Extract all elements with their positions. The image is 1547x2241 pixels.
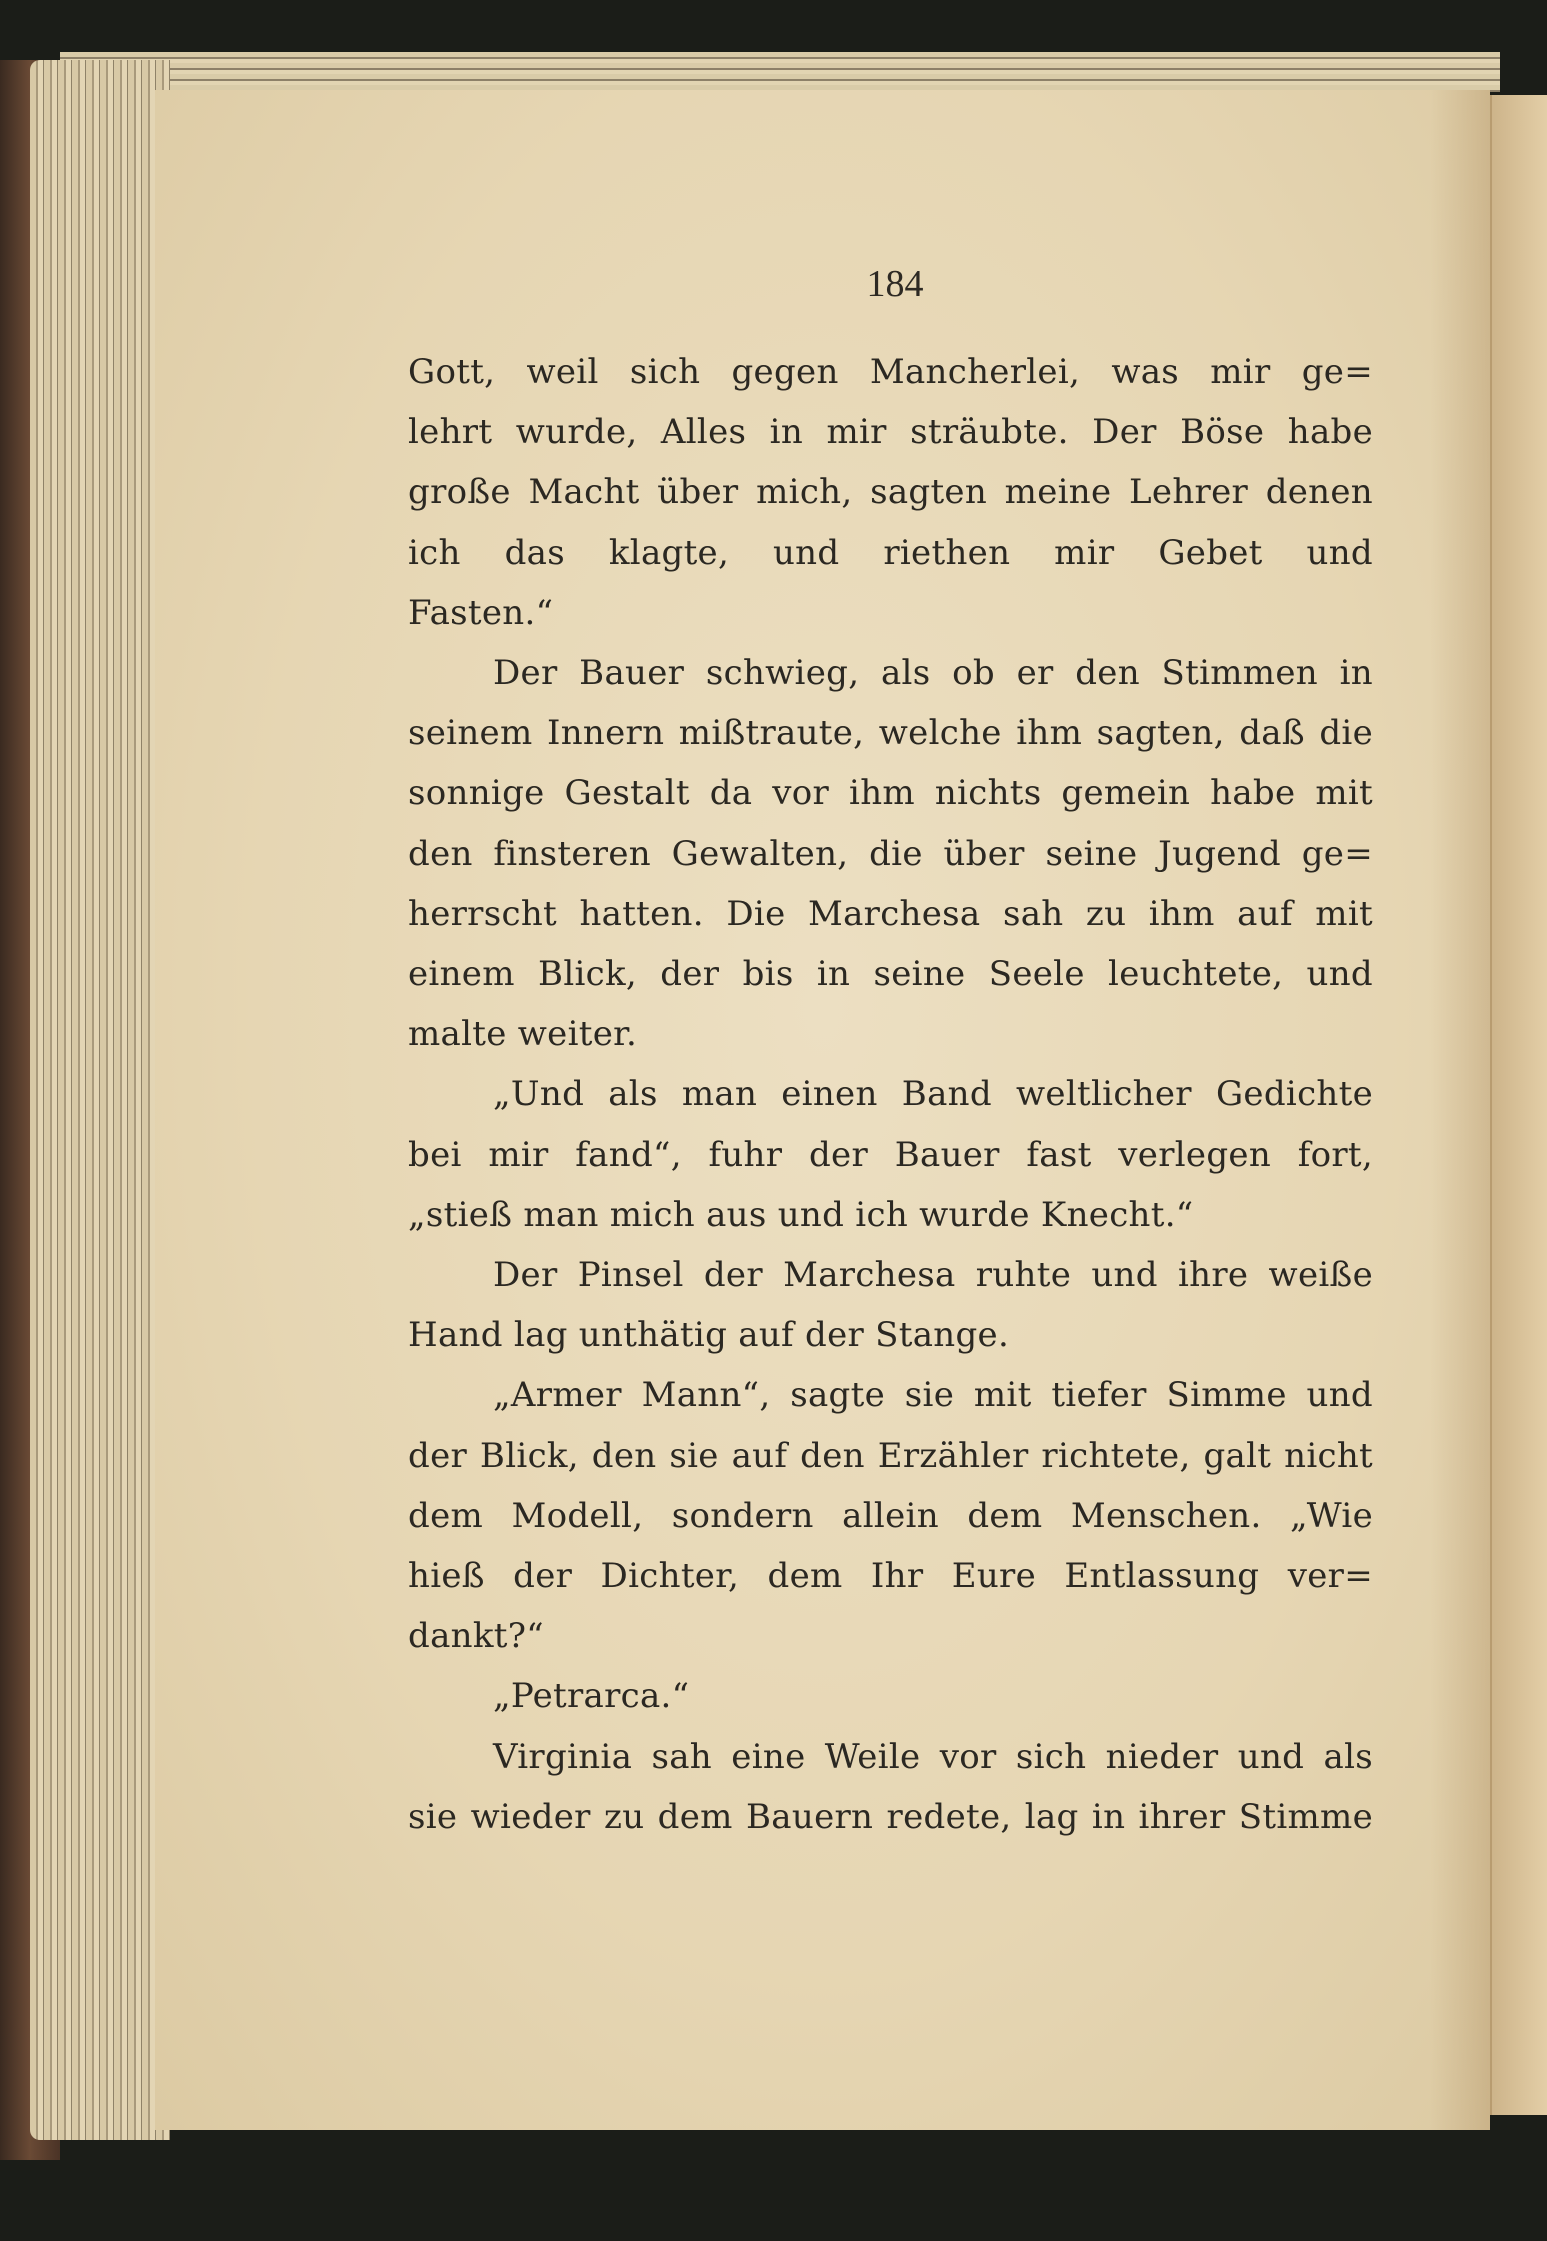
text-line: malte weiter. bbox=[408, 1014, 638, 1055]
text-line: Gott, weil sich gegen Mancherlei, was mir ge= bbox=[408, 352, 1373, 392]
text-line: bei mir fand“, fuhr der Bauer fast verlegen fort, bbox=[408, 1134, 1373, 1175]
text-line: dankt?“ bbox=[408, 1616, 544, 1657]
text-line: herrscht hatten. Die Marchesa sah zu ihm auf mit bbox=[408, 893, 1373, 934]
page-gutter-shadow bbox=[1430, 90, 1490, 2130]
text-line: sonnige Gestalt da vor ihm nichts gemein habe mit bbox=[408, 773, 1373, 814]
text-line: ich das klagte, und riethen mir Gebet und bbox=[408, 532, 1373, 573]
text-line: Fasten.“ bbox=[408, 592, 554, 633]
text-line: sie wieder zu dem Bauern redete, lag in ihrer Stimme bbox=[408, 1796, 1373, 1837]
text-line: dem Modell, sondern allein dem Menschen. „Wie bbox=[408, 1495, 1373, 1536]
text-line: „stieß man mich aus und ich wurde Knecht.“ bbox=[408, 1194, 1194, 1235]
facing-page-edge bbox=[1490, 95, 1547, 2115]
text-line: Der Pinsel der Marchesa ruhte und ihre weiße bbox=[493, 1255, 1373, 1295]
text-line: einem Blick, der bis in seine Seele leuchtete, und bbox=[408, 954, 1373, 994]
text-line: Der Bauer schwieg, als ob er den Stimmen in bbox=[493, 653, 1373, 693]
text-line: den finsteren Gewalten, die über seine Jugend ge= bbox=[408, 833, 1373, 874]
text-line: seinem Innern mißtraute, welche ihm sagten, daß die bbox=[408, 713, 1373, 754]
text-line: Virginia sah eine Weile vor sich nieder und als bbox=[493, 1736, 1373, 1777]
text-line: „Und als man einen Band weltlicher Gedichte bbox=[493, 1074, 1373, 1115]
text-line: hieß der Dichter, dem Ihr Eure Entlassung ver= bbox=[408, 1556, 1373, 1596]
text-line: große Macht über mich, sagten meine Lehrer denen bbox=[408, 472, 1373, 513]
text-line: „Petrarca.“ bbox=[493, 1676, 690, 1717]
text-line: lehrt wurde, Alles in mir sträubte. Der Böse habe bbox=[408, 412, 1373, 453]
text-line: Hand lag unthätig auf der Stange. bbox=[408, 1315, 1010, 1356]
text-line: der Blick, den sie auf den Erzähler richtete, galt nicht bbox=[408, 1435, 1373, 1476]
page-stack-left bbox=[30, 60, 170, 2140]
page-stack-top bbox=[60, 52, 1500, 92]
text-line: „Armer Mann“, sagte sie mit tiefer Simme und bbox=[493, 1375, 1373, 1416]
page-number: 184 bbox=[866, 263, 924, 305]
